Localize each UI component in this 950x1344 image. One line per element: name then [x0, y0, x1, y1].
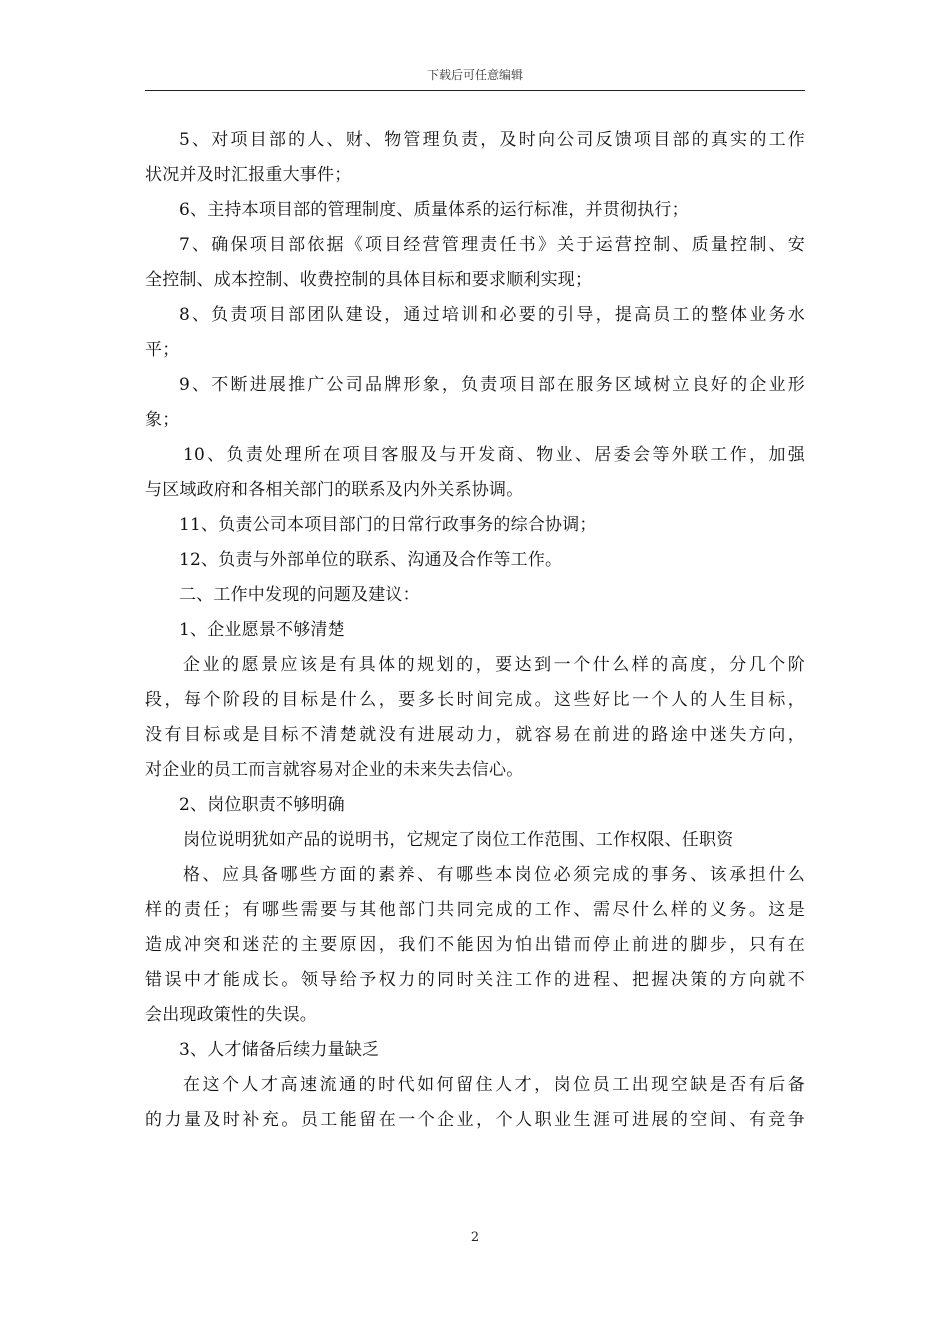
- paragraph-line: 与区域政府和各相关部门的联系及内外关系协调。: [145, 480, 524, 500]
- page-header: 下载后可任意编辑: [426, 68, 523, 82]
- paragraph-line: 8、负责项目部团队建设，通过培训和必要的引导，提高员工的整体业务水: [179, 305, 805, 325]
- header-divider: [145, 90, 805, 91]
- subsection-heading: 1、企业愿景不够清楚: [179, 620, 345, 640]
- paragraph-line: 平；: [145, 340, 180, 360]
- paragraph-line: 6、主持本项目部的管理制度、质量体系的运行标准，并贯彻执行；: [179, 200, 689, 220]
- paragraph-line: 全控制、成本控制、收费控制的具体目标和要求顺利实现；: [145, 270, 593, 290]
- paragraph-line: 格、应具备哪些方面的素养、有哪些本岗位必须完成的事务、该承担什么: [183, 865, 805, 885]
- subsection-heading: 2、岗位职责不够明确: [179, 795, 345, 815]
- document-body: [145, 123, 805, 1138]
- paragraph-line: 9、不断进展推广公司品牌形象，负责项目部在服务区域树立良好的企业形: [179, 375, 805, 395]
- paragraph-line: 造成冲突和迷茫的主要原因，我们不能因为怕出错而停止前进的脚步，只有在: [145, 935, 805, 955]
- page-number: 2: [470, 1230, 480, 1245]
- paragraph-line: 的力量及时补充。员工能留在一个企业，个人职业生涯可进展的空间、有竞争: [145, 1110, 805, 1130]
- paragraph-line: 岗位说明犹如产品的说明书，它规定了岗位工作范围、工作权限、任职资: [183, 830, 734, 850]
- paragraph-line: 12、负责与外部单位的联系、沟通及合作等工作。: [179, 550, 563, 570]
- paragraph-line: 5、对项目部的人、财、物管理负责，及时向公司反馈项目部的真实的工作: [179, 130, 805, 150]
- paragraph-line: 状况并及时汇报重大事件；: [145, 165, 352, 185]
- paragraph-line: 段，每个阶段的目标是什么，要多长时间完成。这些好比一个人的人生目标，: [145, 690, 805, 710]
- paragraph-line: 企业的愿景应该是有具体的规划的，要达到一个什么样的高度，分几个阶: [183, 655, 805, 675]
- subsection-heading: 3、人才储备后续力量缺乏: [179, 1040, 380, 1060]
- paragraph-line: 10、负责处理所在项目客服及与开发商、物业、居委会等外联工作，加强: [183, 445, 805, 465]
- paragraph-line: 7、确保项目部依据《项目经营管理责任书》关于运营控制、质量控制、安: [179, 235, 805, 255]
- paragraph-line: 样的责任；有哪些需要与其他部门共同完成的工作、需尽什么样的义务。这是: [145, 900, 805, 920]
- section-heading: 二、工作中发现的问题及建议：: [179, 585, 420, 605]
- paragraph-line: 错误中才能成长。领导给予权力的同时关注工作的进程、把握决策的方向就不: [145, 970, 805, 990]
- paragraph-line: 在这个人才高速流通的时代如何留住人才，岗位员工出现空缺是否有后备: [183, 1075, 805, 1095]
- paragraph-line: 对企业的员工而言就容易对企业的未来失去信心。: [145, 760, 524, 780]
- paragraph-line: 会出现政策性的失误。: [145, 1005, 317, 1025]
- paragraph-line: 象；: [145, 410, 180, 430]
- paragraph-line: 11、负责公司本项目部门的日常行政事务的综合协调；: [179, 515, 597, 535]
- paragraph-line: 没有目标或是目标不清楚就没有进展动力，就容易在前进的路途中迷失方向，: [145, 725, 805, 745]
